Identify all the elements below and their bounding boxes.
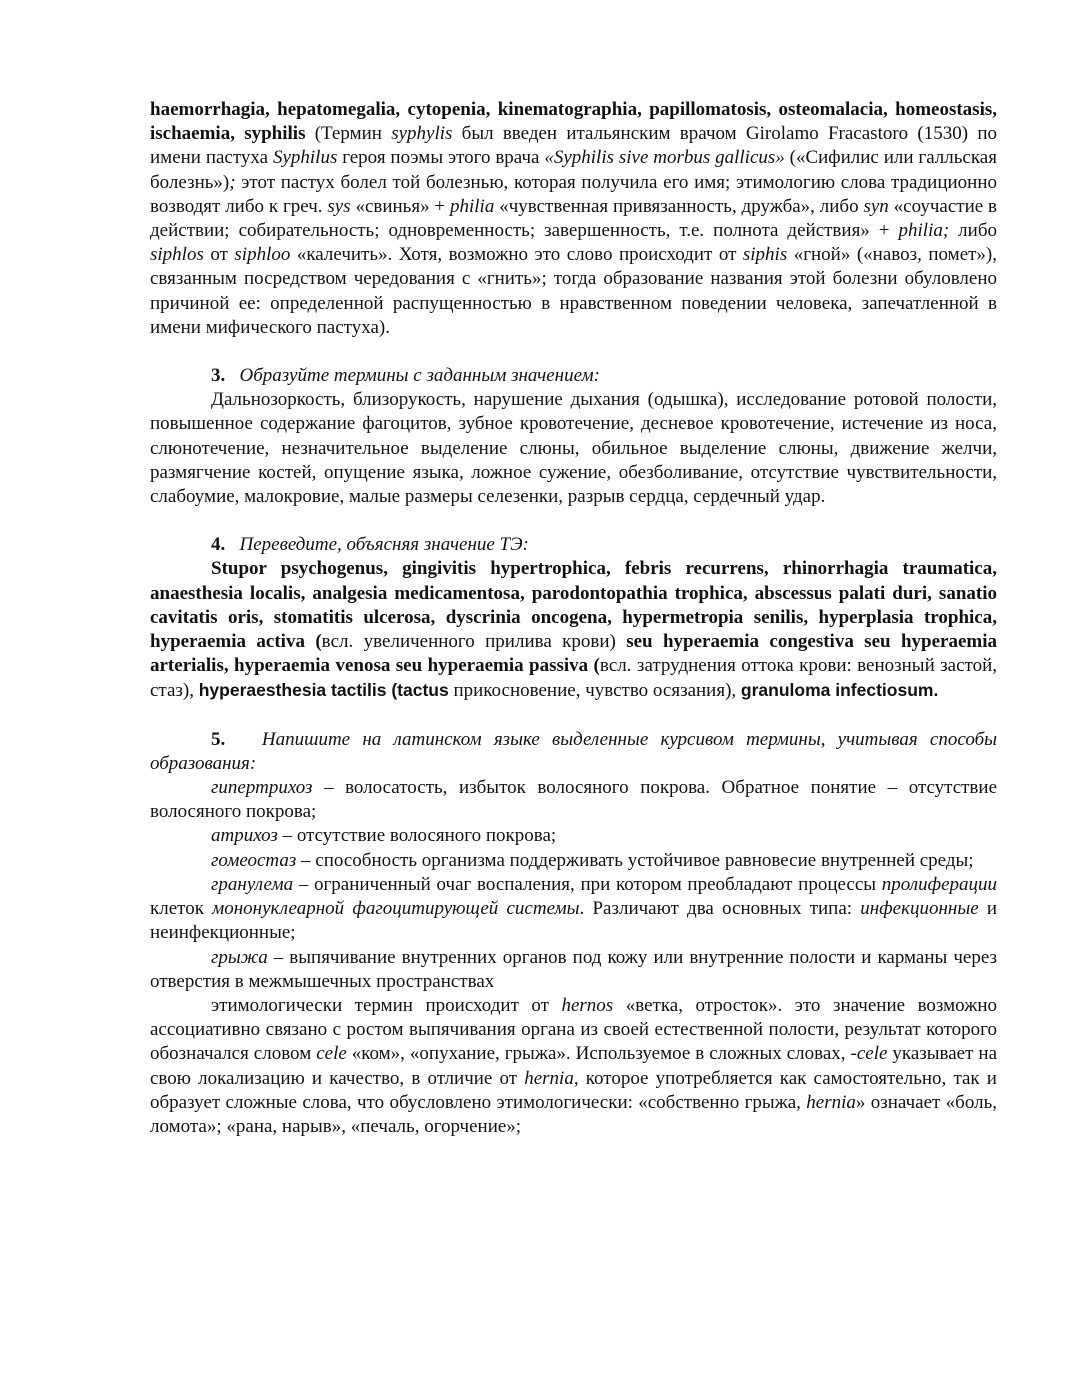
- text: «чувственная привязанность, дружба», либо: [494, 195, 864, 217]
- text: ;: [229, 171, 236, 193]
- text: «калечить». Хотя, возможно это слово происходит от: [290, 244, 743, 266]
- definition-homeostasis: [150, 849, 997, 873]
- text: , которое употребляется как самостоятельно, так и образует сложные слова, что обусловлено этимологически: «собственно грыжа,: [150, 1067, 997, 1113]
- term: атрихоз: [211, 825, 278, 847]
- spacer: [150, 704, 997, 728]
- term: philia;: [898, 220, 950, 242]
- term: siphloo: [234, 244, 291, 266]
- term: sys: [327, 195, 351, 217]
- intro-paragraph: [150, 98, 997, 340]
- text: «ветка, отросток». это значение возможно ассоциативно связано с ростом выпячивания органа из своей естественной полости, результат которого обозначался словом: [150, 994, 997, 1065]
- term: гомеостаз: [211, 849, 297, 871]
- text: (Термин: [305, 123, 392, 145]
- text: «ком», «опухание, грыжа». Используемое в сложных словах, -: [346, 1043, 857, 1065]
- section-3-body: Дальнозоркость, близорукость, нарушение дыхания (одышка), исследование ротовой полости, повышенное содержание фагоцитов, зубное кровотечение, десневое кровотечение, истечение из носа, слюнотечение, незначительное выделение слюны, обильное выделение слюны, движение желчи, размягчение костей, опущение языка, ложное сужение, обезболивание, отсутствие чувствительности, слабоумие, малокровие, малые размеры селезенки, разрыв сердца, сердечный удар.: [150, 389, 997, 508]
- term-list: Stupor psychogenus, gingivitis hypertrophica, febris recurrens, rhinorrhagia traumatica, anaesthesia localis, analgesia medicamentosa, parodontopathia trophica, abscessus palati duri, sanatio cavitatis oris, stomatitis ulcerosa, dyscrinia oncogena, hypermetropia senilis, hyperplasia trophica, hyperaemia activa (: [150, 558, 997, 653]
- spacer: [150, 340, 997, 364]
- text: – волосатость, избыток волосяного покрова. Обратное понятие – отсутствие волосяного покрова;: [150, 777, 997, 823]
- text: либо: [949, 220, 997, 242]
- text: клеток: [150, 898, 213, 920]
- term-list: haemorrhagia, hepatomegalia, cytopenia, kinematographia, papillomatosis, osteomalacia, homeostasis, ischaemia, syphilis: [150, 99, 997, 145]
- section-3-heading: [150, 364, 997, 388]
- term: «Syphilis sive morbus gallicus»: [544, 147, 785, 169]
- term-list: seu hyperaemia congestiva seu hyperaemia arterialis, hyperaemia venosa seu hyperaemia passiva (: [150, 631, 997, 677]
- term-list: hyperaesthesia tactilis (tactus: [198, 680, 449, 701]
- term: грыжа: [211, 946, 268, 968]
- text: («Сифилис или галльская болезнь»): [150, 147, 997, 193]
- term: cele: [316, 1043, 347, 1065]
- text: «свинья» +: [350, 195, 450, 217]
- definition-granuloma: [150, 873, 997, 946]
- text: был введен итальянским врачом Girolamo Fracastoro (1530) по имени пастуха: [150, 123, 997, 169]
- text: от: [203, 244, 235, 266]
- term: инфекционные: [860, 898, 979, 920]
- term: гранулема: [211, 873, 294, 895]
- etymology-paragraph: [150, 994, 997, 1139]
- definition-hernia: [150, 946, 997, 994]
- term: Syphilus: [272, 147, 338, 169]
- section-4-heading: [150, 533, 997, 557]
- section-5-heading: [150, 728, 997, 776]
- term: мононуклеарной фагоцитирующей системы: [212, 898, 580, 920]
- definition-atrichosis: [150, 824, 997, 848]
- spacer: [150, 509, 997, 533]
- term: syphylis: [391, 123, 453, 145]
- text: «гной» («навоз, помет»), связанным посредством чередования с «гнить»; тогда образование названия этой болезни обуловлено причиной ее: определенной распущенностью в нравственном поведении человека, запечатленной в имени мифического пастуха).: [150, 244, 998, 338]
- term: siphlos: [150, 244, 204, 266]
- section-number: 4.: [211, 534, 226, 556]
- text: – ограниченный очаг воспаления, при котором преобладают процессы: [293, 873, 882, 895]
- text: – отсутствие волосяного покрова;: [277, 825, 557, 847]
- section-title: Переведите, объясняя значение ТЭ:: [239, 534, 529, 556]
- term: гипертрихоз: [211, 777, 313, 799]
- text: прикосновение, чувство осязания),: [448, 680, 741, 702]
- term: philia: [450, 195, 495, 217]
- term: hernia: [524, 1067, 574, 1089]
- term-list: granuloma infectiosum.: [740, 680, 939, 701]
- text: – способность организма поддерживать устойчивое равновесие внутренней среды;: [296, 849, 974, 871]
- text: – выпячивание внутренних органов под кожу или внутренние полости и карманы через отверстия в межмышечных пространствах: [150, 946, 997, 992]
- text: вcл. увеличенного прилива крови): [321, 631, 627, 653]
- text: . Различают два основных типа:: [579, 898, 861, 920]
- text: «соучастие в действии; собирательность; одновременность; завершенность, т.е. полнота действия» +: [150, 195, 997, 242]
- definition-hypertrichosis: [150, 776, 997, 824]
- text: этот пастух болел той болезнью, которая получила его имя; этимологию слова традиционно возводят либо к греч.: [150, 171, 997, 217]
- text: » означает «боль, ломота»; «рана, нарыв», «печаль, огорчение»;: [150, 1091, 997, 1137]
- term: syn: [863, 195, 889, 217]
- section-number: 3.: [211, 365, 226, 387]
- document-page: [150, 98, 997, 1139]
- term: пролиферации: [881, 873, 997, 895]
- term: siphis: [742, 244, 788, 266]
- section-title: Образуйте термины с заданным значением:: [239, 365, 600, 387]
- text: этимологически термин происходит от: [211, 994, 562, 1016]
- term: hernos: [561, 994, 614, 1016]
- text: героя поэмы этого врача: [337, 147, 545, 169]
- section-title: Напишите на латинском языке выделенные курсивом термины, учитывая способы образования:: [150, 728, 997, 774]
- text: вcл. затруднения оттока крови: венозный застой, стаз),: [150, 655, 997, 702]
- term: cele: [856, 1043, 888, 1065]
- text: и неинфекционные;: [150, 898, 997, 944]
- section-4-body: [150, 557, 997, 703]
- term: hernia: [806, 1091, 856, 1113]
- text: указывает на свою локализацию и качество, в отличие от: [150, 1043, 997, 1089]
- section-number: 5.: [211, 728, 226, 750]
